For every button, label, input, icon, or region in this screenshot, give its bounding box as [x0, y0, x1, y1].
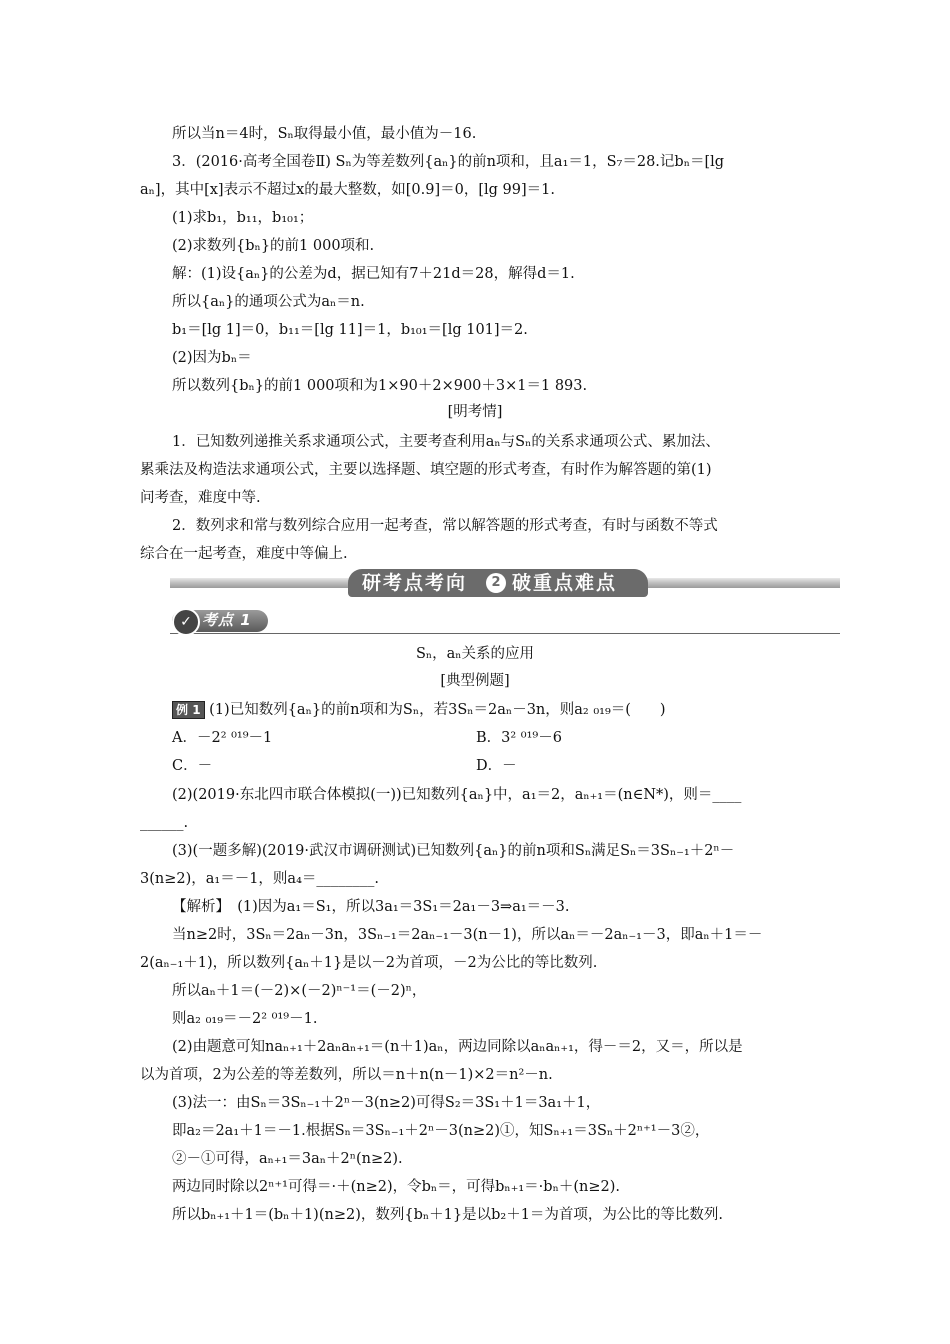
example-1-question-3: (3)(一题多解)(2019·武汉市调研测试)已知数列{aₙ}的前n项和Sₙ满足Sₙ＝3Sₙ₋₁＋2ⁿ－: [172, 843, 735, 859]
section-banner: [170, 569, 840, 597]
problem-3-line-1: 3．(2016·高考全国卷Ⅱ) Sₙ为等差数列{aₙ}的前n项和，且a₁＝1，S₇＝28.记bₙ＝[lg: [172, 154, 725, 170]
banner-right-text: 破重点难点: [512, 572, 618, 594]
example-1-question-3-cont: 3(n≥2)，a₁＝－1，则a₄＝________.: [140, 871, 380, 887]
section-heading-mingkaoqing: [明考情]: [447, 404, 503, 420]
analysis-line: 以为首项，2为公差的等差数列，所以＝n＋n(n－1)×2＝n²－n.: [140, 1067, 553, 1083]
analysis-line: 2(aₙ₋₁＋1)，所以数列{aₙ＋1}是以－2为首项，－2为公比的等比数列.: [140, 955, 598, 971]
exam-note-1-line-1: 1．已知数列递推关系求通项公式，主要考查利用aₙ与Sₙ的关系求通项公式、累加法、: [172, 434, 720, 450]
example-1-question-2-blank: ______.: [140, 815, 189, 831]
option-d: D．－: [476, 758, 517, 774]
analysis-line: 所以bₙ₊₁＋1＝(bₙ＋1)(n≥2)，数列{bₙ＋1}是以b₂＋1＝为首项，为公比的等比数列.: [172, 1207, 724, 1223]
banner-number-badge: 2: [486, 573, 506, 593]
divider: [170, 633, 840, 634]
topic-title: Sₙ，aₙ关系的应用: [415, 646, 535, 662]
text-line: 所以当n＝4时，Sₙ取得最小值，最小值为－16.: [172, 126, 477, 142]
kaodian-label: 考点 1: [202, 611, 252, 629]
section-heading-dianxing: [典型例题]: [440, 673, 510, 689]
exam-note-1-line-3: 问考查，难度中等.: [140, 490, 261, 506]
option-a: A．－2² ⁰¹⁹－1: [172, 730, 273, 746]
solution-line: (2)因为bₙ＝: [172, 350, 252, 366]
analysis-line: 两边同时除以2ⁿ⁺¹可得＝·＋(n≥2)，令bₙ＝，可得bₙ₊₁＝·bₙ＋(n≥2).: [172, 1179, 620, 1195]
exam-note-1-line-2: 累乘法及构造法求通项公式，主要以选择题、填空题的形式考查，有时作为解答题的第(1): [140, 462, 712, 478]
analysis-line: (2)由题意可知naₙ₊₁＋2aₙaₙ₊₁＝(n＋1)aₙ，两边同除以aₙaₙ₊₁，得－＝2，又＝，所以是: [172, 1039, 743, 1055]
analysis-line: 【解析】 (1)因为a₁＝S₁，所以3a₁＝3S₁＝2a₁－3⇒a₁＝－3.: [172, 899, 570, 915]
analysis-line: 所以aₙ＋1＝(－2)×(－2)ⁿ⁻¹＝(－2)ⁿ，: [172, 983, 427, 999]
problem-3-part-1: (1)求b₁，b₁₁，b₁₀₁；: [172, 210, 314, 226]
check-icon: ✓: [172, 608, 200, 636]
analysis-line: ②－①可得，aₙ₊₁＝3aₙ＋2ⁿ(n≥2).: [172, 1151, 403, 1167]
analysis-line: 则a₂ ₀₁₉＝－2² ⁰¹⁹－1.: [172, 1011, 318, 1027]
analysis-line: 当n≥2时，3Sₙ＝2aₙ－3n，3Sₙ₋₁＝2aₙ₋₁－3(n－1)，所以aₙ＝－2aₙ₋₁－3，即aₙ＋1＝－: [172, 927, 763, 943]
solution-line: b₁＝[lg 1]＝0，b₁₁＝[lg 11]＝1，b₁₀₁＝[lg 101]＝2.: [172, 322, 528, 338]
analysis-line: (3)法一：由Sₙ＝3Sₙ₋₁＋2ⁿ－3(n≥2)可得S₂＝3S₁＋1＝3a₁＋1，: [172, 1095, 601, 1111]
example-tag: 例 1: [172, 701, 205, 719]
solution-line: 解：(1)设{aₙ}的公差为d，据已知有7＋21d＝28，解得d＝1.: [172, 266, 575, 282]
banner-left-text: 研考点考向: [362, 572, 468, 594]
example-1-question-2: (2)(2019·东北四市联合体模拟(一))已知数列{aₙ}中，a₁＝2，aₙ₊₁＝(n∈N*)，则＝____: [172, 787, 742, 803]
solution-line: 所以{aₙ}的通项公式为aₙ＝n.: [172, 294, 365, 310]
exam-note-2-line-1: 2．数列求和常与数列综合应用一起考查，常以解答题的形式考查，有时与函数不等式: [172, 518, 718, 534]
example-1-question-1: 例 1 (1)已知数列{aₙ}的前n项和为Sₙ，若3Sₙ＝2aₙ－3n，则a₂ ₀₁₉＝( ): [172, 700, 666, 720]
option-c: C．－: [172, 758, 213, 774]
solution-line: 所以数列{bₙ}的前1 000项和为1×90＋2×900＋3×1＝1 893.: [172, 378, 588, 394]
analysis-line: 即a₂＝2a₁＋1＝－1.根据Sₙ＝3Sₙ₋₁＋2ⁿ－3(n≥2)①，知Sₙ₊₁＝3Sₙ＋2ⁿ⁺¹－3②，: [172, 1123, 710, 1139]
kaodian-header: [170, 608, 840, 636]
problem-3-part-2: (2)求数列{bₙ}的前1 000项和.: [172, 238, 375, 254]
exam-note-2-line-2: 综合在一起考查，难度中等偏上.: [140, 546, 348, 562]
problem-3-line-2: aₙ]，其中[x]表示不超过x的最大整数，如[0.9]＝0，[lg 99]＝1.: [140, 182, 555, 198]
option-b: B．3² ⁰¹⁹－6: [476, 730, 562, 746]
